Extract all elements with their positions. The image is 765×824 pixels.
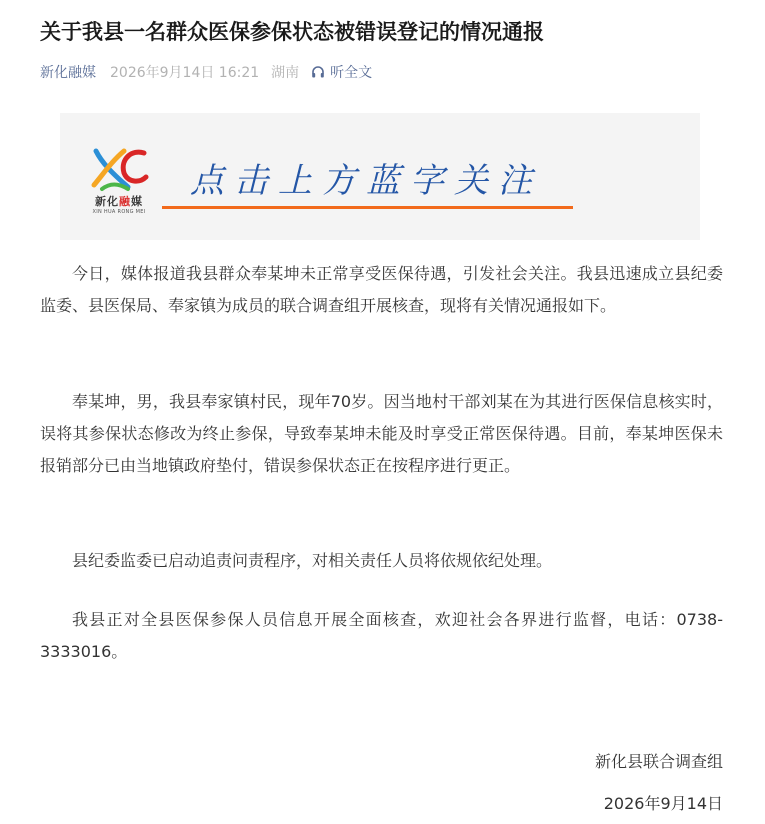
paragraph: 今日，媒体报道我县群众奉某坤未正常享受医保待遇，引发社会关注。我县迅速成立县纪委监委、县医保局、奉家镇为成员的联合调查组开展核查，现将有关情况通报如下。 (40, 264, 723, 315)
logo-subtitle: XIN HUA RONG MEI (92, 209, 146, 215)
source-link[interactable]: 新化融媒 (40, 65, 96, 81)
publish-time: 2026年9月14日 16:21 (110, 65, 260, 81)
xinhua-media-logo (88, 143, 150, 229)
follow-banner[interactable] (60, 113, 700, 240)
signature-date: 2026年9月14日 (603, 794, 723, 813)
signature: 新化县联合调查组 (594, 752, 723, 771)
listen-button[interactable] (311, 62, 372, 82)
headphones-icon (311, 65, 325, 79)
follow-slogan: 点击上方蓝字关注 (190, 161, 542, 201)
paragraph: 我县正对全县医保参保人员信息开展全面核查，欢迎社会各界进行监督，电话：0738-3333016。 (40, 610, 723, 661)
article-title: 关于我县一名群众医保参保状态被错误登记的情况通报 (40, 20, 544, 44)
logo-mark-icon (88, 143, 150, 193)
listen-label: 听全文 (330, 65, 373, 81)
article-meta (40, 61, 372, 83)
region-label: 湖南 (271, 65, 300, 81)
paragraph: 奉某坤，男，我县奉家镇村民，现年70岁。因当地村干部刘某在为其进行医保信息核实时，误将其参保状态修改为终止参保，导致奉某坤未能及时享受正常医保待遇。目前，奉某坤医保未报销部分已由当地镇政府垫付，错误参保状态正在按程序进行更正。 (40, 392, 723, 475)
banner-underline (162, 206, 573, 209)
logo-name: 新化融媒 (95, 195, 143, 208)
paragraph: 县纪委监委已启动追责问责程序，对相关责任人员将依规依纪处理。 (72, 551, 553, 570)
